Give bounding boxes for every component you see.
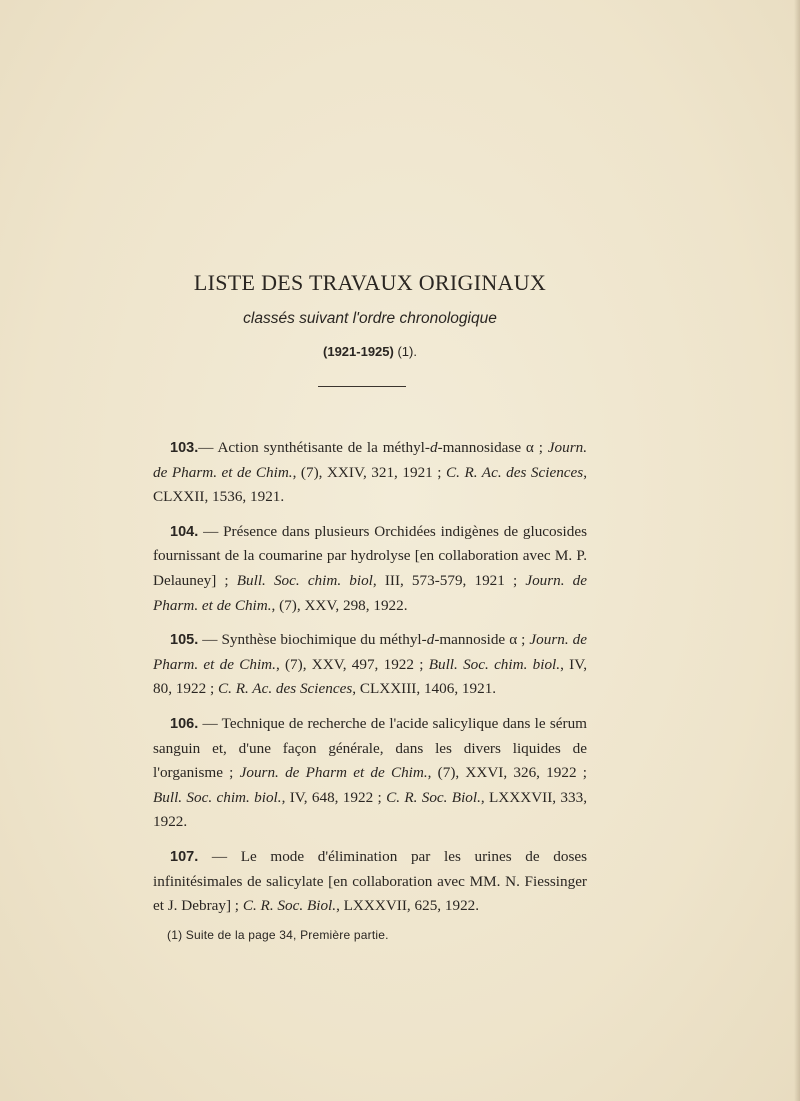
entry-text: Présence dans plusieurs Orchidées indigènes de glucosides fournissant de la coumarine par hydrolyse [en collaboration avec M. P. Delauney] ; [153, 522, 588, 589]
entry-citation: C. R. Soc. Biol. [386, 788, 481, 806]
bibliography-entry [153, 628, 587, 702]
page-title: LISTE DES TRAVAUX ORIGINAUX [193, 270, 547, 295]
entry-citation: d [426, 631, 435, 649]
entry-text: , CLXXII, 1536, 1921. [153, 463, 587, 506]
footnote-marker: (1). [397, 344, 417, 359]
entry-text: -mannoside α ; [434, 631, 530, 649]
entry-citation: C. R. Soc. Biol. [242, 897, 337, 915]
entry-text: , (7), XXVI, 326, 1922 ; [427, 764, 588, 782]
footnote: (1) Suite de la page 34, Première partie. [167, 928, 389, 942]
entry-number: 103. [170, 440, 199, 456]
entry-citation: Bull. Soc. chim. biol. [153, 788, 282, 806]
entry-citation: Bull. Soc. chim. biol. [428, 655, 561, 673]
bibliography-entry [153, 436, 587, 510]
page-edge-shadow [794, 0, 800, 1101]
entry-citation: C. R. Ac. des Sciences [446, 463, 584, 481]
entry-separator: — [198, 714, 222, 732]
entry-list [153, 436, 587, 929]
entry-text: Action synthétisante de la méthyl- [217, 439, 430, 456]
entry-text: Le mode d'élimination par les urines de doses infinitésimales de salicylate [en collaboration avec MM. N. Fiessinger et J. Debray] ; [153, 847, 588, 915]
year-range-text: (1921-1925) [323, 344, 394, 359]
entry-citation: C. R. Ac. des Sciences [217, 680, 353, 698]
bibliography-entry [153, 845, 587, 919]
entry-text: , III, 573-579, 1921 ; [372, 571, 526, 589]
entry-text: , (7), XXIV, 321, 1921 ; [292, 463, 447, 481]
year-range [0, 344, 740, 359]
entry-text: , (7), XXV, 497, 1922 ; [275, 655, 429, 673]
entry-text: , CLXXIII, 1406, 1921. [352, 680, 497, 698]
entry-number: 107. [170, 848, 199, 865]
entry-text: , LXXXVII, 333, 1922. [153, 788, 588, 831]
entry-separator: — [198, 439, 218, 456]
entry-separator: — [198, 522, 224, 540]
entry-citation: Journ. de Pharm. et de Chim. [153, 439, 588, 481]
entry-citation: Bull. Soc. chim. biol [236, 571, 373, 589]
entry-text: , LXXXVII, 625, 1922. [336, 897, 480, 915]
page-subtitle: classés suivant l'ordre chronologique [243, 310, 497, 327]
entry-number: 104. [170, 523, 199, 540]
entry-number: 106. [170, 715, 199, 732]
heading-divider [318, 386, 406, 387]
entry-separator: — [198, 631, 222, 649]
entry-number: 105. [170, 632, 199, 649]
bibliography-entry [153, 712, 587, 835]
entry-text: Synthèse biochimique du méthyl- [221, 631, 427, 649]
entry-text: , IV, 648, 1922 ; [281, 788, 387, 806]
entry-citation: d [429, 439, 438, 456]
entry-separator: — [198, 847, 241, 865]
entry-citation: Journ. de Pharm. et de Chim. [153, 631, 587, 673]
bibliography-entry [153, 520, 587, 618]
entry-text: Technique de recherche de l'acide salicylique dans le sérum sanguin et, d'une façon générale, dans les divers liquides de l'organisme ; [153, 714, 587, 782]
entry-text: , IV, 80, 1922 ; [153, 655, 587, 698]
entry-citation: Journ. de Pharm. et de Chim. [153, 571, 588, 614]
entry-citation: Journ. de Pharm et de Chim. [239, 764, 428, 782]
entry-text: , (7), XXV, 298, 1922. [271, 596, 408, 614]
entry-text: -mannosidase α ; [437, 439, 548, 456]
